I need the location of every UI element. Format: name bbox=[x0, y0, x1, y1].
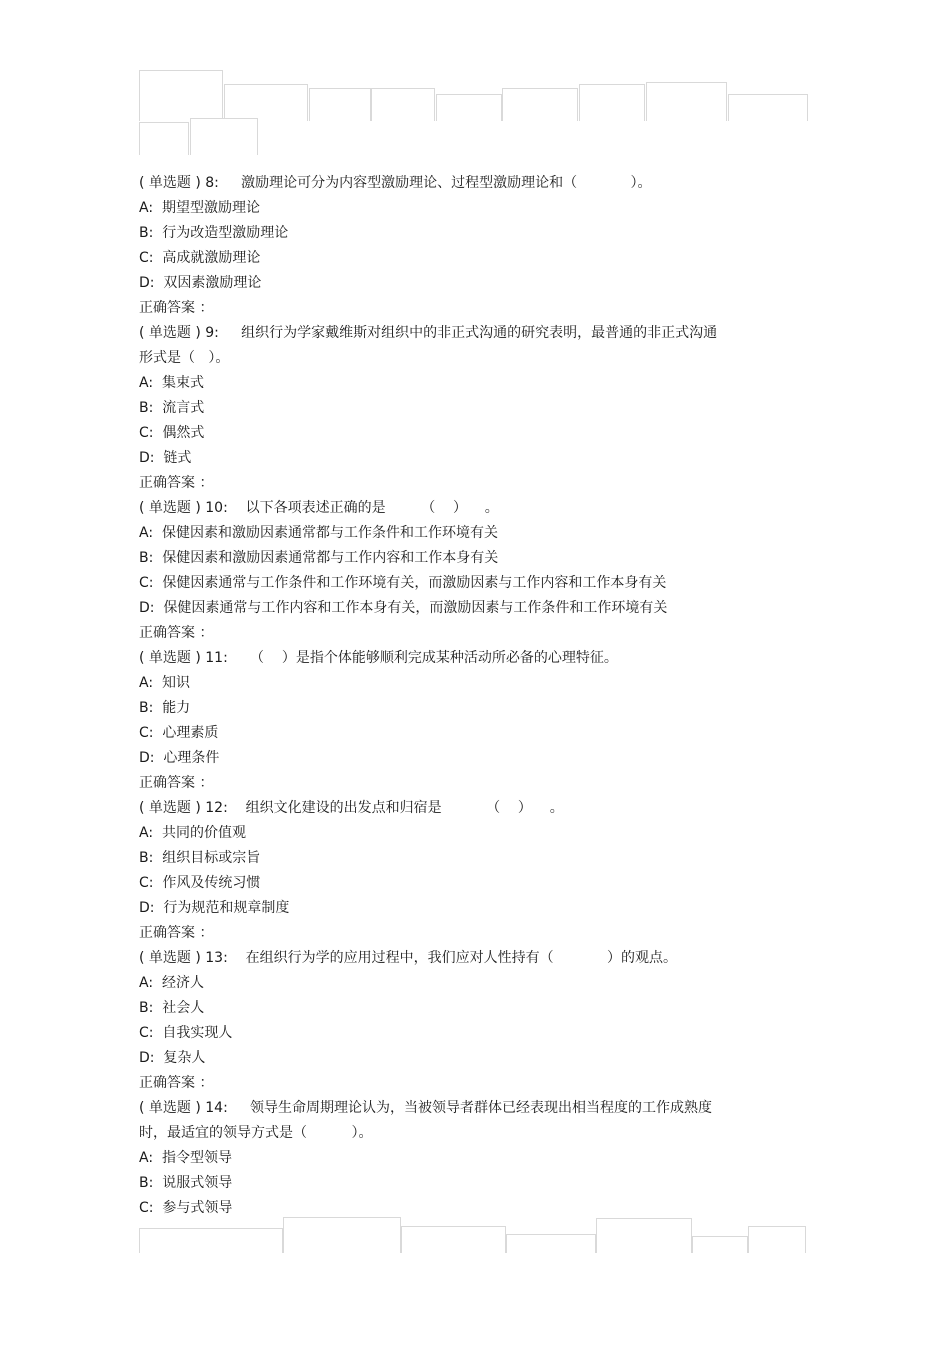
table-cell bbox=[139, 122, 189, 155]
answer-option: B: 说服式领导 bbox=[139, 1175, 233, 1191]
correct-answer-label: 正确答案 ： bbox=[139, 300, 214, 316]
question-text: ( 单选题 ) 9: 组织行为学家戴维斯对组织中的非正式沟通的研究表明，最普通的非正式沟通 bbox=[139, 325, 718, 341]
table-cell bbox=[309, 88, 371, 121]
answer-option: C: 作风及传统习惯 bbox=[139, 875, 261, 891]
question-text: ( 单选题 ) 14: 领导生命周期理论认为，当被领导者群体已经表现出相当程度的工作成熟度 bbox=[139, 1100, 713, 1116]
answer-option: D: 心理条件 bbox=[139, 750, 220, 766]
question-list bbox=[139, 171, 819, 1221]
table-cell bbox=[596, 1218, 692, 1253]
table-cell bbox=[692, 1236, 748, 1253]
answer-option: B: 保健因素和激励因素通常都与工作内容和工作本身有关 bbox=[139, 550, 499, 566]
question-block bbox=[139, 1096, 819, 1221]
answer-option: D: 保健因素通常与工作内容和工作本身有关，而激励因素与工作条件和工作环境有关 bbox=[139, 600, 668, 616]
correct-answer-label: 正确答案 ： bbox=[139, 625, 214, 641]
table-cell bbox=[502, 88, 578, 121]
correct-answer-label: 正确答案 ： bbox=[139, 1075, 214, 1091]
answer-option: B: 流言式 bbox=[139, 400, 205, 416]
answer-option: B: 社会人 bbox=[139, 1000, 205, 1016]
answer-option: A: 知识 bbox=[139, 675, 190, 691]
answer-option: A: 指令型领导 bbox=[139, 1150, 232, 1166]
answer-option: C: 自我实现人 bbox=[139, 1025, 233, 1041]
table-cell bbox=[139, 70, 223, 121]
question-text: ( 单选题 ) 12: 组织文化建设的出发点和归宿是 （ ） 。 bbox=[139, 800, 564, 816]
question-text: ( 单选题 ) 10: 以下各项表述正确的是 （ ） 。 bbox=[139, 500, 499, 516]
question-text: ( 单选题 ) 11: （ ）是指个体能够顺利完成某种活动所必备的心理特征。 bbox=[139, 650, 618, 666]
table-cell bbox=[728, 94, 808, 121]
question-text: 时，最适宜的领导方式是（ ）。 bbox=[139, 1125, 373, 1141]
table-cell bbox=[506, 1234, 596, 1253]
answer-option: C: 参与式领导 bbox=[139, 1200, 233, 1216]
answer-option: A: 期望型激励理论 bbox=[139, 200, 260, 216]
answer-option: B: 行为改造型激励理论 bbox=[139, 225, 289, 241]
question-block bbox=[139, 646, 819, 796]
answer-option: A: 保健因素和激励因素通常都与工作条件和工作环境有关 bbox=[139, 525, 498, 541]
table-cell bbox=[401, 1226, 506, 1253]
table-cell bbox=[190, 118, 258, 155]
table-cell bbox=[371, 88, 435, 121]
correct-answer-label: 正确答案 ： bbox=[139, 475, 214, 491]
question-text: ( 单选题 ) 8: 激励理论可分为内容型激励理论、过程型激励理论和（ ）。 bbox=[139, 175, 652, 191]
correct-answer-label: 正确答案 ： bbox=[139, 925, 214, 941]
question-block bbox=[139, 496, 819, 646]
question-block bbox=[139, 171, 819, 321]
question-block bbox=[139, 796, 819, 946]
question-text: 形式是（ ）。 bbox=[139, 350, 230, 366]
answer-option: C: 高成就激励理论 bbox=[139, 250, 261, 266]
answer-option: C: 偶然式 bbox=[139, 425, 205, 441]
answer-option: A: 集束式 bbox=[139, 375, 204, 391]
table-cell bbox=[646, 82, 727, 121]
table-cell bbox=[748, 1226, 806, 1253]
table-cell bbox=[436, 94, 502, 121]
table-cell bbox=[579, 84, 645, 121]
question-text: ( 单选题 ) 13: 在组织行为学的应用过程中，我们应对人性持有（ ）的观点。 bbox=[139, 950, 678, 966]
answer-option: D: 复杂人 bbox=[139, 1050, 206, 1066]
question-block bbox=[139, 321, 819, 496]
answer-option: D: 双因素激励理论 bbox=[139, 275, 262, 291]
table-cell bbox=[224, 84, 308, 121]
answer-option: B: 能力 bbox=[139, 700, 191, 716]
question-block bbox=[139, 946, 819, 1096]
correct-answer-label: 正确答案 ： bbox=[139, 775, 214, 791]
answer-option: C: 保健因素通常与工作条件和工作环境有关，而激励因素与工作内容和工作本身有关 bbox=[139, 575, 667, 591]
answer-option: A: 共同的价值观 bbox=[139, 825, 246, 841]
table-cell bbox=[139, 1228, 283, 1253]
answer-option: D: 链式 bbox=[139, 450, 192, 466]
table-cell bbox=[283, 1217, 401, 1253]
answer-option: B: 组织目标或宗旨 bbox=[139, 850, 261, 866]
answer-option: A: 经济人 bbox=[139, 975, 204, 991]
answer-option: C: 心理素质 bbox=[139, 725, 219, 741]
answer-option: D: 行为规范和规章制度 bbox=[139, 900, 290, 916]
